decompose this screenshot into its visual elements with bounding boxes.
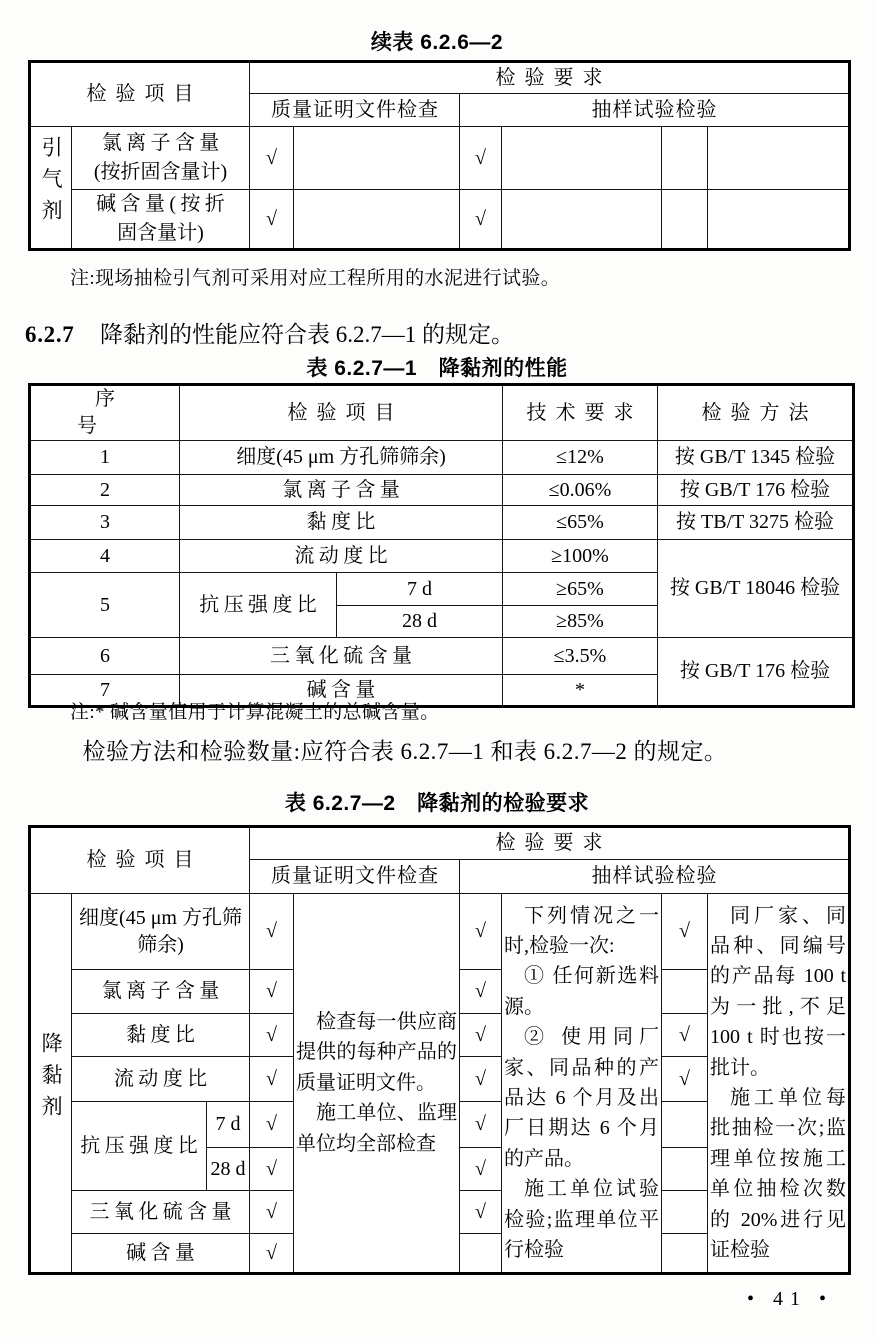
empty-cell: [662, 127, 708, 190]
method-cell-merged: 按 GB/T 176 检验: [658, 638, 854, 707]
check-cell: √: [460, 190, 502, 250]
empty-cell: [708, 127, 850, 190]
check-cell: √: [460, 1014, 502, 1057]
header-doc-check: 质量证明文件检查: [250, 860, 460, 894]
item-cell: 流动度比: [180, 540, 503, 573]
check-cell: √: [250, 190, 294, 250]
check-cell: √: [250, 970, 294, 1014]
check-cell: √: [460, 127, 502, 190]
table-header-row: [30, 827, 850, 860]
group-label-cell: [30, 127, 72, 250]
header-inspection-requirement: 检验要求: [250, 827, 850, 860]
serial-cell: 7: [30, 675, 180, 707]
empty-cell: [502, 127, 662, 190]
empty-cell: [662, 190, 708, 250]
serial-cell: 5: [30, 573, 180, 638]
serial-cell: 3: [30, 506, 180, 540]
viscosity-reducer-inspection-table: [28, 825, 851, 1275]
check-cell: [662, 1234, 708, 1274]
item-cell: 流动度比: [72, 1057, 250, 1102]
check-cell: √: [250, 1148, 294, 1191]
check-cell: [662, 970, 708, 1014]
header-doc-check: 质量证明文件检查: [250, 94, 460, 127]
check-cell: [662, 1102, 708, 1148]
item-cell: 细度(45 μm 方孔筛筛余): [180, 441, 503, 475]
header-technical-requirement: 技术要求: [503, 385, 658, 441]
page-number: • 41 •: [746, 1288, 833, 1310]
check-cell: √: [460, 970, 502, 1014]
check-cell: √: [250, 1191, 294, 1234]
check-cell: √: [460, 1148, 502, 1191]
requirement-cell: ≥65%: [503, 573, 658, 606]
header-inspection-item: 检验项目: [30, 62, 250, 127]
group-label-cell: [30, 894, 72, 1274]
age-cell: 28 d: [207, 1148, 250, 1191]
method-cell: 按 TB/T 3275 检验: [658, 506, 854, 540]
viscosity-reducer-performance-table: [28, 383, 855, 708]
table-row: [30, 190, 850, 250]
requirement-cell: ≤12%: [503, 441, 658, 475]
empty-cell: [502, 190, 662, 250]
table-header-row: [30, 385, 854, 441]
check-cell: √: [662, 1014, 708, 1057]
table-row: [30, 475, 854, 506]
item-cell: 抗压强度比: [72, 1102, 207, 1191]
table2-note: 注:* 碱含量值用于计算混凝土的总碱含量。: [70, 702, 440, 723]
inspection-requirement-table-title: 表 6.2.7—2 降黏剂的检验要求: [284, 792, 590, 815]
empty-cell: [708, 190, 850, 250]
serial-cell: 6: [30, 638, 180, 675]
header-inspection-method: 检验方法: [658, 385, 854, 441]
table-row: [30, 127, 850, 190]
requirement-cell: ≤0.06%: [503, 475, 658, 506]
check-cell: √: [460, 894, 502, 970]
table-row: [30, 506, 854, 540]
table-row: [30, 441, 854, 475]
method-cell: 按 GB/T 176 检验: [658, 475, 854, 506]
sampling-condition-text-cell: 下列情况之一时,检验一次: ① 任何新选料源。 ② 使用同厂家、同品种的产品达 6 个月及出厂日期达 6 个月的产品。 施工单位试验检验;监理单位平行检验: [502, 894, 662, 1274]
age-cell: 28 d: [337, 606, 503, 638]
requirement-cell: ≤3.5%: [503, 638, 658, 675]
group-label: 降黏剂: [39, 1031, 64, 1127]
body-paragraph: 检验方法和检验数量:应符合表 6.2.7—1 和表 6.2.7—2 的规定。: [82, 739, 728, 764]
check-cell: [460, 1234, 502, 1274]
table-row: [30, 638, 854, 675]
check-cell: √: [250, 127, 294, 190]
age-cell: 7 d: [207, 1102, 250, 1148]
item-cell: 氯离子含量: [72, 970, 250, 1014]
check-cell: √: [460, 1057, 502, 1102]
check-cell: √: [662, 1057, 708, 1102]
item-cell: 三氧化硫含量: [180, 638, 503, 675]
item-cell: 碱含量(按折 固含量计): [72, 190, 250, 250]
air-entraining-agent-inspection-table: [28, 60, 851, 251]
check-cell: [662, 1191, 708, 1234]
item-cell: 抗压强度比: [180, 573, 337, 638]
check-cell: √: [250, 1102, 294, 1148]
requirement-cell: *: [503, 675, 658, 707]
doc-check-text-cell: 检查每一供应商提供的每种产品的质量证明文件。 施工单位、监理单位均全部检查: [294, 894, 460, 1274]
header-inspection-item: 检验项目: [180, 385, 503, 441]
check-cell: √: [250, 894, 294, 970]
group-label: 引气剂: [39, 136, 64, 231]
item-cell: 黏度比: [72, 1014, 250, 1057]
item-cell: 黏度比: [180, 506, 503, 540]
check-cell: [662, 1148, 708, 1191]
item-cell: 细度(45 μm 方孔筛筛余): [72, 894, 250, 970]
clause-heading: [25, 316, 855, 349]
table-row: [30, 540, 854, 573]
empty-cell: [294, 127, 460, 190]
method-cell: 按 GB/T 1345 检验: [658, 441, 854, 475]
header-inspection-item: 检验项目: [30, 827, 250, 894]
clause-text: 降黏剂的性能应符合表 6.2.7—1 的规定。: [99, 322, 514, 347]
method-cell-merged: 按 GB/T 18046 检验: [658, 540, 854, 638]
continued-table-title: 续表 6.2.6—2: [370, 31, 504, 54]
serial-cell: 4: [30, 540, 180, 573]
header-inspection-requirement: 检验要求: [250, 62, 850, 94]
header-serial-no: 序号: [30, 385, 180, 441]
requirement-cell: ≥100%: [503, 540, 658, 573]
check-cell: √: [460, 1102, 502, 1148]
check-cell: √: [250, 1014, 294, 1057]
check-cell: √: [250, 1057, 294, 1102]
item-cell: 三氧化硫含量: [72, 1191, 250, 1234]
table1-note: 注:现场抽检引气剂可采用对应工程所用的水泥进行试验。: [70, 268, 561, 289]
item-cell: 碱含量: [72, 1234, 250, 1274]
performance-table-title: 表 6.2.7—1 降黏剂的性能: [306, 357, 568, 380]
item-cell: 氯离子含量 (按折固含量计): [72, 127, 250, 190]
serial-cell: 2: [30, 475, 180, 506]
serial-cell: 1: [30, 441, 180, 475]
check-cell: √: [250, 1234, 294, 1274]
item-cell: 氯离子含量: [180, 475, 503, 506]
check-cell: √: [460, 1191, 502, 1234]
clause-number: 6.2.7: [25, 322, 75, 347]
table-row: [30, 894, 850, 970]
sampling-batch-text-cell: 同厂家、同品种、同编号的产品每 100 t 为一批,不足 100 t 时也按一批计。 施工单位每批抽检一次;监理单位按施工单位抽检次数的 20%进行见证检验: [708, 894, 850, 1274]
empty-cell: [294, 190, 460, 250]
header-sampling-test: 抽样试验检验: [460, 860, 850, 894]
header-sampling-test: 抽样试验检验: [460, 94, 850, 127]
check-cell: √: [662, 894, 708, 970]
requirement-cell: ≤65%: [503, 506, 658, 540]
table-header-row: [30, 62, 850, 94]
item-cell: 碱含量: [180, 675, 503, 707]
requirement-cell: ≥85%: [503, 606, 658, 638]
age-cell: 7 d: [337, 573, 503, 606]
